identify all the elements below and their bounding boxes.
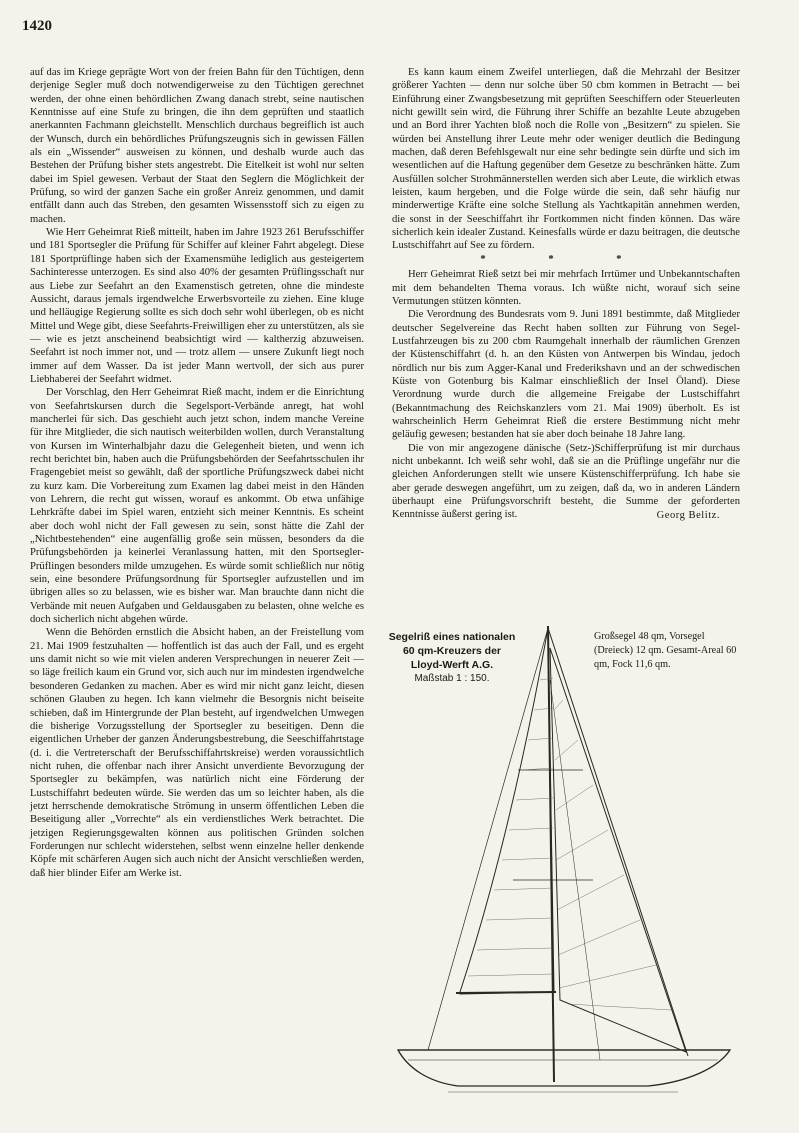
- caption-title: Segelriß eines nationalen 60 qm-Kreuzers der Lloyd-Werft A.G.: [388, 631, 516, 671]
- left-column: [30, 66, 364, 880]
- author-name: Georg Belitz.: [656, 509, 720, 521]
- paragraph: Es kann kaum einem Zweifel unterliegen, daß die Mehrzahl der Besitzer größerer Yachten — denn nur solche über 50 cbm kommen in Betracht — bei Einführung einer Zwangsbesetzung mit geprüften Seeschiffern oder Steuerleuten nicht gewillt sein wird, die Führung ihrer Schiffe an bezahlte Leute abzugeben und an Bord ihrer Yachten bloß noch die Rolle von „Besitzern“ zu spielen. Sie würden bei Anstellung ihrer Leute mehr oder weniger deutlich die Bedingung machen, daß deren Befehlsgewalt nur eine sehr bedingte sein dürfte und sich im wesentlichen auf die Haftung gegenüber dem Gesetze zu beschränken hätte. Zum Ausfüllen solcher Strohmännerstellen werden sich aber Leute, die wirklich etwas leisten, kaum hergeben, und die Folge würde die sein, daß sehr häufig nur minderwertige Kräfte eine solche Stellung als Yachtkapitän annehmen werden, die sonst in der Seeschiffahrt ihr Fortkommen nicht finden können. Das wäre sicherlich kein idealer Zustand. Keinesfalls würde er dazu beitragen, die deutsche Lustschiffahrt auf See zu fördern.: [392, 67, 740, 252]
- paragraph: Wie Herr Geheimrat Rieß mitteilt, haben im Jahre 1923 261 Berufsschiffer und 181 Sportsegler die Prüfung für Schiffer auf kleiner Fahrt abgelegt. Diese 181 Sportprüflinge haben sich der Examensmühe lediglich aus gesteigertem Sachinteresse unterzogen. Es sind also 40% der gesamten Prüflingsschaft nur aus Liebe zur Seefahrt an den Examenstisch getreten, ohne die mindeste Aussicht, daraus jemals irgendwelche Erwerbsvorteile zu ziehen. Eine kluge und helläugige Regierung sollte es sich doch sehr wohl überlegen, ob es nicht Mittel und Wege gibt, diese Seefahrts-Freiwilligen eher zu unterstützen, als sie — wie es jetzt anscheinend beabsichtigt wird — kaltherzig abzuweisen. Seefahrt ist noch immer not, und — trotz allem — unsere Zukunft liegt noch immer auf dem Wasser. Da ist jeder Mann wertvoll, der sich aus purer Liebhaberei der Seefahrt widmet.: [30, 227, 364, 385]
- forestay: [548, 628, 688, 1056]
- paragraph: auf das im Kriege geprägte Wort von der freien Bahn für den Tüchtigen, denn derjenige Segler muß doch notwendigerweise zu den Tüchtigen gerechnet werden, der ohne einen behördlichen Zwang danach strebt, seine nautischen Kenntnisse auf eine Stufe zu bringen, die ihn dem geprüften und staatlich anerkannten Fachmann gleichstellt. Menschlich durchaus begreiflich ist auch der Wunsch, durch ein behördliches Prüfungszeugnis sich in gewissen Fällen als ein „Wissender“ ausweisen zu können, und deshalb wurde auch das Bestehen der Prüfung bisher stets angestrebt. Die Eitelkeit ist wohl nur selten dabei im Spiel gewesen. Verbaut der Staat den Seglern die Möglichkeit der Prüfung, so wird der ganzen Sache ein großer Anreiz genommen, und damit entfällt dann auch das Streben, den gesamten Wissensstoff sich zu eigen zu machen.: [30, 67, 364, 225]
- paragraph: Wenn die Behörden ernstlich die Absicht haben, an der Freistellung vom 21. Mai 1909 festzuhalten — hoffentlich ist das auch der Fall, und es ergeht uns damit nicht so wie mit vielen anderen Versprechungen in neuerer Zeit — so läge freilich kaum ein Grund vor, sich auch nur im mindesten irgendwelche besonderen Gedanken zu machen. Aber es wird mir nicht ganz leicht, diesen schönen Glauben zu hegen. Ich kann vielmehr die Besorgnis nicht beiseite schieben, daß im Hintergrunde der Plan besteht, auf irgendwelchen Umwegen die bisherige Vorzugsstellung der Sportsegler zu beseitigen. Denn die eigentlichen Urheber der ganzen Änderungsbestrebung, die Seeschiffahrtstage (d. i. die Vertreterschaft der Berufsschiffahrtskreise) werden voraussichtlich nicht ruhen, die offenbar nach ihrer Ansicht unverdiente Bevorzugung der Sportsegler zu bekämpfen, was natürlich nicht eine Förderung der Lustschiffahrt bedeuten würde. Sie werden das um so leichter haben, als die jetzt herrschende demokratische Strömung in unserm öffentlichen Leben die Beseitigung aller „Vorrechte“ als ein verdienstliches Werk betrachtet. Die jetzigen Regierungsgewalten können aus politischen Gründen solchen Forderungen nur schlecht widerstehen, selbst wenn einzelne heller denkende Köpfe mit schärferen Augen sich auch nicht der Ansicht verschließen werden, daß hier blinder Eifer am Werke ist.: [30, 627, 364, 879]
- jib: [550, 648, 686, 1052]
- caption-scale: Maßstab 1 : 150.: [414, 673, 490, 684]
- figure-caption: [388, 630, 516, 686]
- paragraph: Die von mir angezogene dänische (Setz-)Schifferprüfung ist mir durchaus nicht unbekannt. Ich weiß sehr wohl, daß sie an die Prüflinge ungefähr nur die gleichen Anforderungen stellt wie unsere Küstenschifferprüfung. Ich habe sie aber gerade deswegen angeführt, um zu zeigen, daß da, wo in anderen Ländern überhaupt eine Prüfungsvorschrift besteht, die Summe der geforderten Kenntnisse äußerst gering ist.: [392, 442, 740, 521]
- boom: [456, 992, 556, 993]
- hull: [398, 1050, 730, 1086]
- section-separator: * * *: [480, 253, 652, 265]
- paragraph: Der Vorschlag, den Herr Geheimrat Rieß macht, indem er die Einrichtung von Seefahrtskursen durch die Segelsport-Verbände anregt, hat wohl mancherlei für sich. Das geschieht auch jetzt schon, indem manche Vereine für ihre Mitglieder, die sich nautisch weiterbilden wollen, durch Veranstaltung von Kursen im Winterhalbjahr dazu die Gelegenheit bieten, und wenn ich recht berichtet bin, haben auch die Prüfungsbehörden der Seefahrtsschulen ihr Fragengebiet meist so gewählt, daß der sportliche Prüfungszweck dabei nicht zu kurz kam. Die Vorbereitung zum Examen lag dabei meist in den Händen von Lehrern, die recht gut wissen, worauf es ankommt. Ob etwa unfähige Lehrkräfte dabei im Spiel waren, entzieht sich meiner Kenntnis. Es scheint aber doch wohl nicht der Fall gewesen zu sein, sonst hätte die Zahl der „Nichtbestehenden“ eine augenfällig große sein müssen, besonders da die Prüfungsbehörden ja keinerlei Veranlassung hatten, mit den Sportsegler-Prüflingen besonders milde umzugehen. Es würde somit schließlich nur nötig sein, eine besondere Prüfungsordnung für Sportsegler aufzustellen und im übrigen alles so zu belassen, wie es bisher war. Man brauchte dann nicht die Verbände mit neuen Aufgaben und Geldausgaben zu belasten, ohne welche es doch sicherlich nicht abgehen würde.: [30, 387, 364, 626]
- page-number: 1420: [22, 18, 52, 34]
- paragraph: Herr Geheimrat Rieß setzt bei mir mehrfach Irrtümer und Unbekanntschaften mit dem behandelten Thema voraus. Ich wüßte nicht, worauf sich seine Vermutungen stützen könnten.: [392, 269, 740, 307]
- right-column: [392, 66, 740, 522]
- sail-plan-figure: [388, 620, 758, 1100]
- paragraph: Die Verordnung des Bundesrats vom 9. Juni 1891 bestimmte, daß Mitglieder deutscher Segelvereine das Recht haben sollten zur Führung von Segel-Lustfahrzeugen bis zu 200 cbm Raumgehalt innerhalb der räumlichen Grenzen der Küstenschiffahrt (d. h. an den Küsten von Antwerpen bis Windau, jedoch nördlich nur bis zum Agger-Kanal und Frederikshavn und an der schwedischen Küste von Gotenburg bis Kalmar einschließlich der Insel Öland). Diese Verordnung wurde durch die allgemeine Freigabe der Lustschiffahrt (Bekanntmachung des Reichskanzlers vom 21. Mai 1909) überholt. Es ist wahrscheinlich Herrn Geheimrat Rieß die erstere Bestimmung nicht mehr geläufig gewesen; bestanden hat sie aber doch beinahe 18 Jahre lang.: [392, 309, 740, 441]
- sail-area-legend: Großsegel 48 qm, Vorsegel (Dreieck) 12 qm. Gesamt-Areal 60 qm, Fock 11,6 qm.: [594, 631, 737, 670]
- sail-plan-drawing: [388, 620, 758, 1100]
- backstay: [428, 628, 548, 1050]
